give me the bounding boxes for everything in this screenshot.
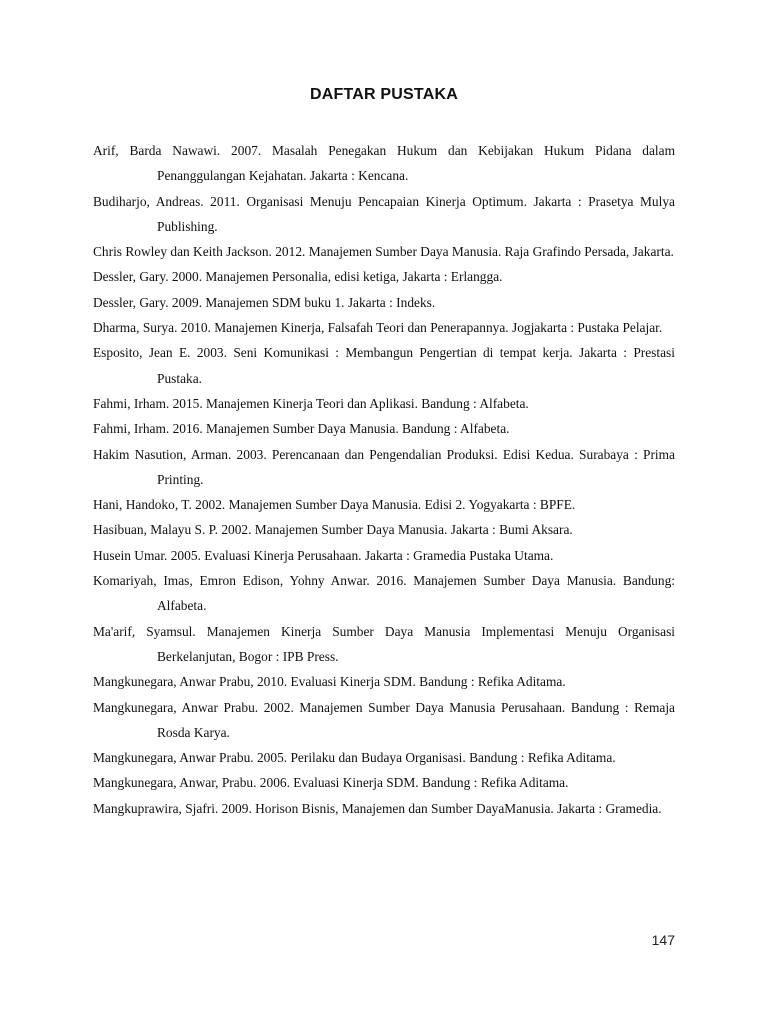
- reference-entry: Dessler, Gary. 2009. Manajemen SDM buku 1. Jakarta : Indeks.: [93, 294, 436, 310]
- reference-entry: Mangkunegara, Anwar Prabu. 2005. Perilaku dan Budaya Organisasi. Bandung : Refika Aditama.: [93, 750, 616, 766]
- reference-entry: Arif, Barda Nawawi. 2007. Masalah Penegakan Hukum dan Kebijakan Hukum Pidana dalam Penanggulangan Kejahatan. Jakarta : Kencana.: [93, 143, 675, 184]
- reference-entry: Dharma, Surya. 2010. Manajemen Kinerja, Falsafah Teori dan Penerapannya. Jogjakarta : Pustaka Pelajar.: [93, 320, 663, 336]
- page-number: 147: [651, 932, 675, 948]
- reference-entry: Budiharjo, Andreas. 2011. Organisasi Menuju Pencapaian Kinerja Optimum. Jakarta : Prasetya Mulya Publishing.: [93, 193, 675, 234]
- reference-entry: Hani, Handoko, T. 2002. Manajemen Sumber Daya Manusia. Edisi 2. Yogyakarta : BPFE.: [93, 497, 576, 513]
- reference-entry: Hasibuan, Malayu S. P. 2002. Manajemen Sumber Daya Manusia. Jakarta : Bumi Aksara.: [93, 522, 573, 538]
- reference-entry: Komariyah, Imas, Emron Edison, Yohny Anwar. 2016. Manajemen Sumber Daya Manusia. Bandung: Alfabeta.: [93, 573, 675, 614]
- reference-entry: Mangkuprawira, Sjafri. 2009. Horison Bisnis, Manajemen dan Sumber DayaManusia. Jakarta : Gramedia.: [93, 800, 662, 816]
- reference-entry: Mangkunegara, Anwar, Prabu. 2006. Evaluasi Kinerja SDM. Bandung : Refika Aditama.: [93, 775, 569, 791]
- reference-list: [93, 138, 675, 821]
- reference-entry: Mangkunegara, Anwar Prabu. 2002. Manajemen Sumber Daya Manusia Perusahaan. Bandung : Remaja Rosda Karya.: [93, 699, 675, 740]
- reference-entry: Fahmi, Irham. 2015. Manajemen Kinerja Teori dan Aplikasi. Bandung : Alfabeta.: [93, 395, 529, 411]
- reference-entry: Esposito, Jean E. 2003. Seni Komunikasi : Membangun Pengertian di tempat kerja. Jakarta : Prestasi Pustaka.: [93, 345, 675, 386]
- reference-entry: Ma'arif, Syamsul. Manajemen Kinerja Sumber Daya Manusia Implementasi Menuju Organisasi Berkelanjutan, Bogor : IPB Press.: [93, 623, 675, 664]
- reference-entry: Mangkunegara, Anwar Prabu, 2010. Evaluasi Kinerja SDM. Bandung : Refika Aditama.: [93, 674, 566, 690]
- reference-entry: Fahmi, Irham. 2016. Manajemen Sumber Daya Manusia. Bandung : Alfabeta.: [93, 421, 510, 437]
- reference-entry: Dessler, Gary. 2000. Manajemen Personalia, edisi ketiga, Jakarta : Erlangga.: [93, 269, 503, 285]
- reference-entry: Chris Rowley dan Keith Jackson. 2012. Manajemen Sumber Daya Manusia. Raja Grafindo Persada, Jakarta.: [93, 244, 674, 260]
- reference-entry: Hakim Nasution, Arman. 2003. Perencanaan dan Pengendalian Produksi. Edisi Kedua. Surabaya : Prima Printing.: [93, 446, 675, 487]
- reference-entry: Husein Umar. 2005. Evaluasi Kinerja Perusahaan. Jakarta : Gramedia Pustaka Utama.: [93, 547, 554, 563]
- page-title: DAFTAR PUSTAKA: [310, 86, 458, 103]
